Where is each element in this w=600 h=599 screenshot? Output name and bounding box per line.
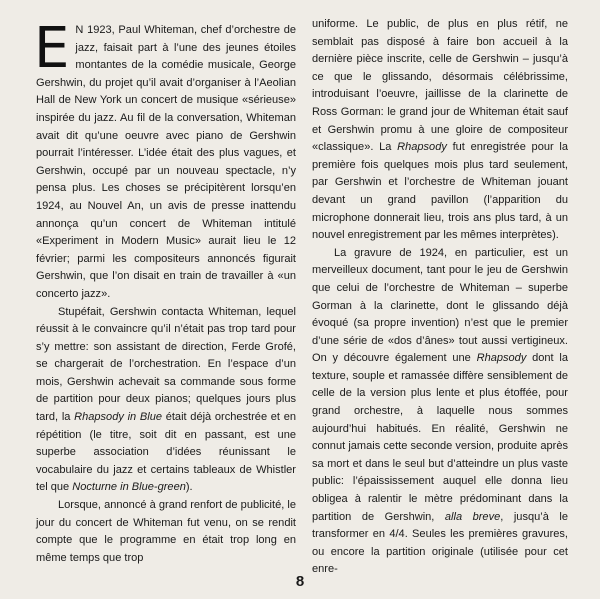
work-title: Rhapsody in Blue	[74, 411, 162, 424]
paragraph-text: La gravure de 1924, en particulier, est un merveilleux document, tant pour le jeu de Gershwin que celui de l’orchestre de Whiteman – superbe Gorman à la clarinette, dont le glissando déjà évoqué (sa propre invention) n’est que le premier d’une série de «dos d’ânes» tout aussi vertigineux. On y découvre également une	[312, 246, 568, 365]
paragraph-text: , jusqu’à le transformer en 4/4. Seules les premières gravures, ou encore la partition originale (utilisée pour cet enre-	[312, 510, 568, 576]
left-column	[34, 16, 296, 567]
paragraph-text: ).	[185, 481, 193, 494]
paragraph-text: Stupéfait, Gershwin contacta Whiteman, lequel réussit à le convaincre qu’il n’était pas trop tard pour s’y mettre: son assistant de direction, Ferde Grofé, se chargerait de l’orchestration. En l’espace d’un mois, Gershwin achevait sa commande sous forme de partition pour deux pianos; quelques jours plus tard, la	[36, 305, 296, 424]
paragraph-4	[312, 245, 568, 579]
paragraph-1	[34, 16, 296, 304]
paragraph-text: était déjà orchestrée et en répétition (le titre, soit dit en passant, est une superbe association d’idées réunissant le vocabulaire du jazz et certains tableaux de Whistler tel que	[36, 411, 296, 494]
work-title: Rhapsody	[476, 352, 527, 365]
right-column	[312, 16, 568, 579]
paragraph-2	[36, 304, 296, 498]
work-title: Rhapsody	[397, 141, 447, 154]
page-number: 8	[295, 573, 305, 590]
paragraph-3	[36, 497, 296, 567]
work-title: Nocturne in Blue-green	[72, 481, 186, 494]
paragraph-text: N 1923, Paul Whiteman, chef d’orchestre de jazz, faisait part à l’une des jeunes étoiles montantes de la comédie musicale, George Gershwin, du projet qu’il avait d’organiser à l’Aeolian Hall de New York un concert de musique «sérieuse» inspirée du jazz. Au fil de la conversation, Whiteman avait dit qu’une oeuvre avec piano de Gershwin pourrait l’intéresser. L’idée était des plus vagues, et Gershwin, occupé par un nouveau spectacle, n’y pensa plus. Les choses se précipitèrent lorsqu’en 1924, au Nouvel An, un avis de presse inattendu annonça qu’un concert de Whiteman intitulé «Experiment in Modern Music» aurait lieu le 12 février; parmi les compositeurs annoncés figurait Gershwin, que l’on disait en train de travailler à «un concerto jazz».	[36, 24, 296, 300]
paragraph-text: Lorsque, annoncé à grand renfort de publicité, le jour du concert de Whiteman fut venu, on se rendit compte que le programme en était trop long en même temps que trop	[36, 499, 296, 564]
paragraph-continued	[312, 16, 568, 245]
paragraph-text: fut enregistrée pour la première fois quelques mois plus tard seulement, par Gershwin et l’orchestre de Whiteman jouant devant un grand pavillon (l’apparition du microphone donnerait lieu, trois ans plus tard, à un nouvel enregistrement par les mêmes interprètes).	[312, 141, 568, 242]
paragraph-text: uniforme. Le public, de plus en plus rétif, ne semblait pas disposé à faire bon accueil à la dernière pièce inscrite, celle de Gershwin – jusqu’à ce que le glissando, désormais célébrissime, introduisant l’oeuvre, jaillisse de la clarinette de Ross Gorman: le grand jour de Whiteman était sauf et Gershwin promu à une gloire de compositeur «classique». La	[312, 18, 568, 154]
drop-cap: E	[34, 16, 70, 81]
tempo-marking: alla breve	[444, 510, 501, 523]
paragraph-text: dont la texture, souple et ramassée diffère sensiblement de celle de la version plus lente et plus étoffée, pour grand orchestre, à laquelle nous sommes aujourd’hui habitués. En réalité, Gershwin ne connut jamais cette seconde version, produite après sa mort et dans le seul but d’atteindre un plus vaste public: l’épaississement auquel elle donna lieu obligea à ralentir le mètre prédominant dans la partition de Gershwin,	[312, 352, 568, 523]
